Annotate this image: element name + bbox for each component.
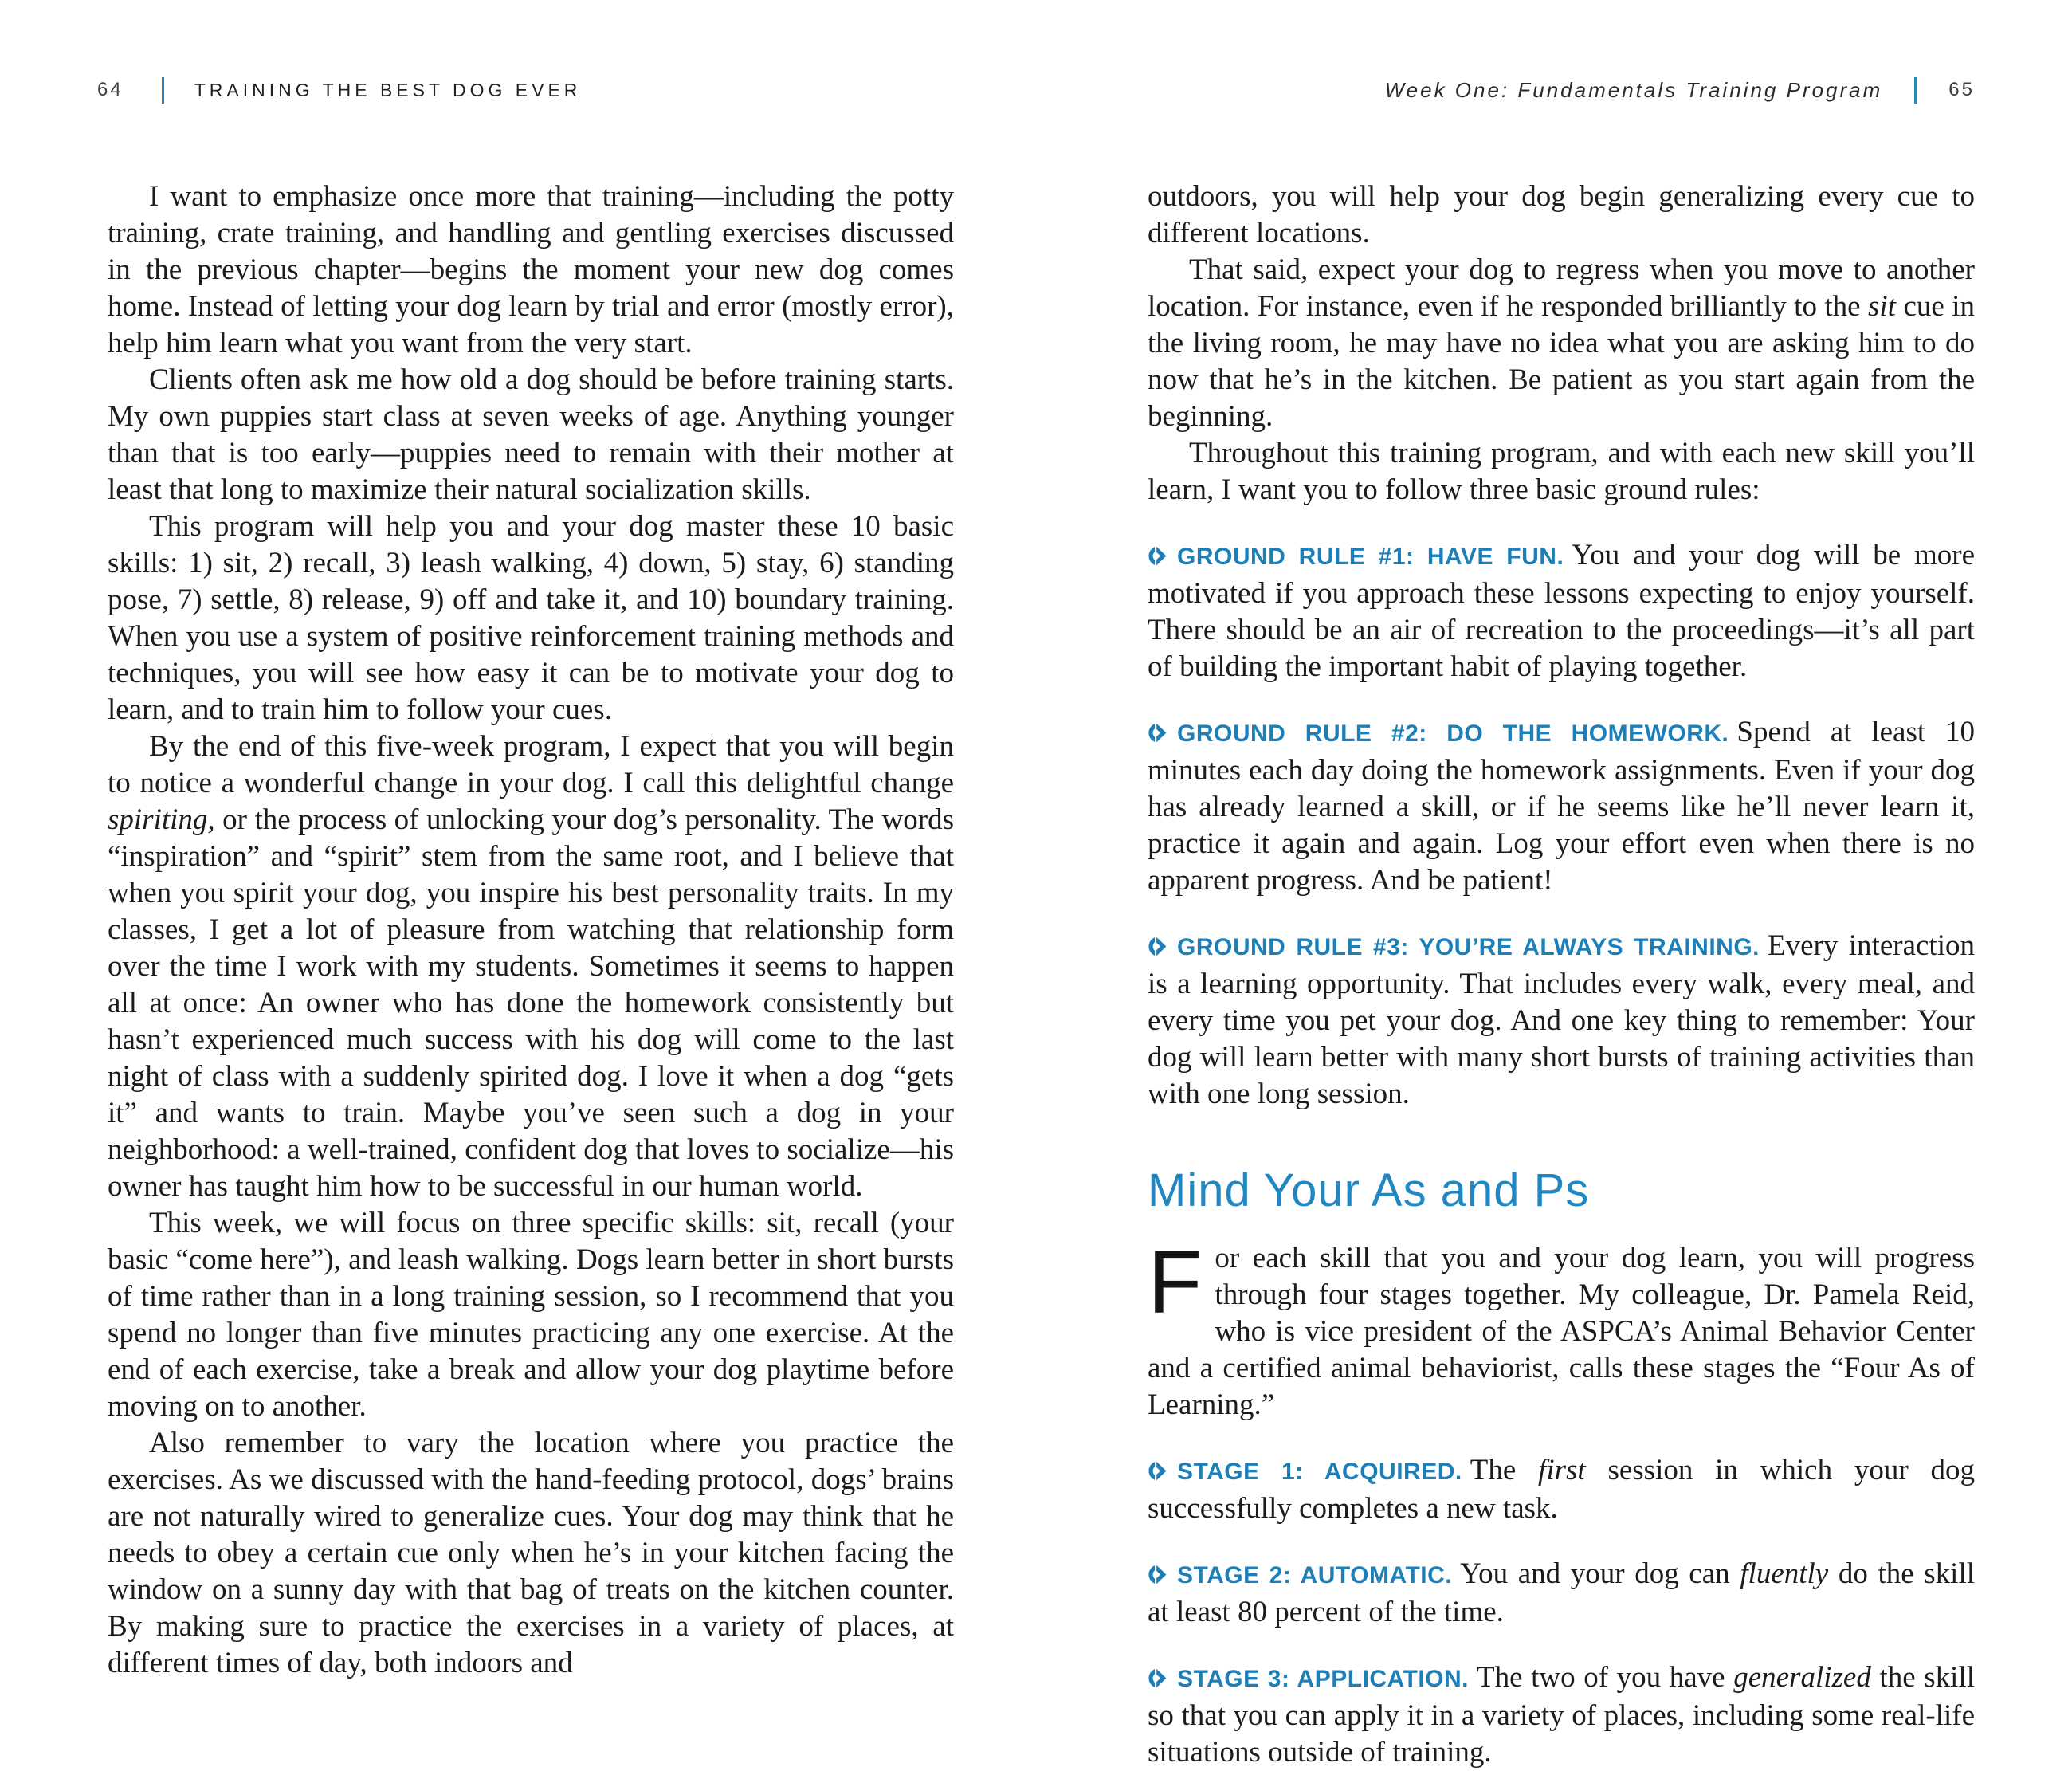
stage-label: STAGE 3: APPLICATION. [1177,1666,1469,1692]
page-number-left: 64 [97,79,124,100]
drop-cap: F [1148,1232,1203,1332]
ground-rule-2: GROUND RULE #2: DO THE HOMEWORK. Spend at least 10 minutes each day doing the homework assignments. Even if your dog has already learned a skill, or if he seems like he’ll never learn it, practice it again and again. Log your effort even when there is no apparent progress. And be patient! [1148,716,1975,897]
paragraph: Clients often ask me how old a dog should be before training starts. My own puppies start class at seven weeks of age. Anything younger than that is too early—puppies need to remain with their mother at least that long to maximize their natural socialization skills. [108,363,954,506]
running-title-right: Week One: Fundamentals Training Program [1384,77,1883,102]
right-page-text-column [1148,179,1975,1771]
paragraph: I want to emphasize once more that training—including the potty training, crate training, and handling and gentling exercises discussed in the previous chapter—begins the moment your new dog comes home. Instead of letting your dog learn by trial and error (mostly error), help him learn what you want from the very start. [108,180,954,359]
stage-3: STAGE 3: APPLICATION. The two of you have generalized the skill so that you can apply it in a variety of places, including some real-life situations outside of training. [1148,1661,1975,1769]
double-chevron-right-icon [1148,722,1169,744]
double-chevron-right-icon [1148,1564,1169,1585]
section-heading: Mind Your As and Ps [1148,1164,1590,1216]
paragraph: This week, we will focus on three specific skills: sit, recall (your basic “come here”), and leash walking. Dogs learn better in short bursts of time rather than in a long training session, so I recommend that you spend no longer than five minutes practicing any one exercise. At the end of each exercise, take a break and allow your dog playtime before moving on to another. [108,1207,954,1423]
page-number-right: 65 [1948,79,1975,100]
ground-rule-1: GROUND RULE #1: HAVE FUN. You and your dog will be more motivated if you approach these lessons expecting to enjoy yourself. There should be an air of recreation to the proceedings—it’s all part of building the important habit of playing together. [1148,539,1975,683]
paragraph: Also remember to vary the location where you practice the exercises. As we discussed with the hand-feeding protocol, dogs’ brains are not naturally wired to generalize cues. Your dog may think that he needs to obey a certain cue only when he’s in your kitchen facing the window on a sunny day with that bag of treats on the kitchen counter. By making sure to practice the exercises in a variety of places, at different times of day, both indoors and [108,1427,954,1679]
stage-label: STAGE 1: ACQUIRED. [1177,1459,1462,1485]
double-chevron-right-icon [1148,1667,1169,1689]
stage-2: STAGE 2: AUTOMATIC. You and your dog can fluently do the skill at least 80 percent of the time. [1148,1557,1975,1628]
paragraph: Throughout this training program, and with each new skill you’ll learn, I want you to follow three basic ground rules: [1148,437,1975,506]
header-divider-bar [162,77,164,104]
left-running-header [97,77,581,104]
stage-label: STAGE 2: AUTOMATIC. [1177,1562,1453,1588]
ground-rule-label: GROUND RULE #1: HAVE FUN. [1177,544,1564,570]
ground-rule-3: GROUND RULE #3: YOU’RE ALWAYS TRAINING. Every interaction is a learning opportunity. That includes every walk, every meal, and every time you pet your dog. And one key thing to remember: Your dog will learn better with many short bursts of training activities than with one long session. [1148,929,1975,1110]
ground-rule-label: GROUND RULE #3: YOU’RE ALWAYS TRAINING. [1177,934,1760,960]
header-divider-bar [1914,77,1917,104]
paragraph: By the end of this five-week program, I expect that you will begin to notice a wonderful change in your dog. I call this delightful change spiriting, or the process of unlocking your dog’s personality. The words “inspiration” and “spirit” stem from the same root, and I believe that when you spirit your dog, you inspire his best personality traits. In my classes, I get a lot of pleasure from watching that relationship form over the time I work with my students. Sometimes it seems to happen all at once: An owner who has done the homework consistently but hasn’t experienced much success with his dog will come to the last night of class with a suddenly spirited dog. I love it when a dog “gets it” and wants to train. Maybe you’ve seen such a dog in your neighborhood: a well-trained, confident dog that loves to socialize—his owner has taught him how to be successful in our human world. [108,730,954,1203]
section-intro-paragraph: For each skill that you and your dog learn, you will progress through four stages together. My colleague, Dr. Pamela Reid, who is vice president of the ASPCA’s Animal Behavior Center and a certified animal behaviorist, calls these stages the “Four As of Learning.” [1148,1232,1975,1421]
right-running-header [1385,77,1975,104]
paragraph: This program will help you and your dog master these 10 basic skills: 1) sit, 2) recall, 3) leash walking, 4) down, 5) stay, 6) standing pose, 7) settle, 8) release, 9) off and take it, and 10) boundary training. When you use a system of positive reinforcement training methods and techniques, you will see how easy it can be to motivate your dog to learn, and to train him to follow your cues. [108,510,954,726]
double-chevron-right-icon [1148,936,1169,957]
paragraph: That said, expect your dog to regress when you move to another location. For instance, even if he responded brilliantly to the sit cue in the living room, he may have no idea what you are asking him to do now that he’s in the kitchen. Be patient as you start again from the beginning. [1148,253,1975,433]
left-page-text-column [108,179,954,1682]
ground-rule-label: GROUND RULE #2: DO THE HOMEWORK. [1177,721,1729,747]
paragraph: outdoors, you will help your dog begin generalizing every cue to different locations. [1148,180,1975,249]
double-chevron-right-icon [1148,1460,1169,1482]
double-chevron-right-icon [1148,545,1169,567]
stage-1: STAGE 1: ACQUIRED. The first session in which your dog successfully completes a new task. [1148,1454,1975,1525]
running-title-left: TRAINING THE BEST DOG EVER [194,79,582,100]
